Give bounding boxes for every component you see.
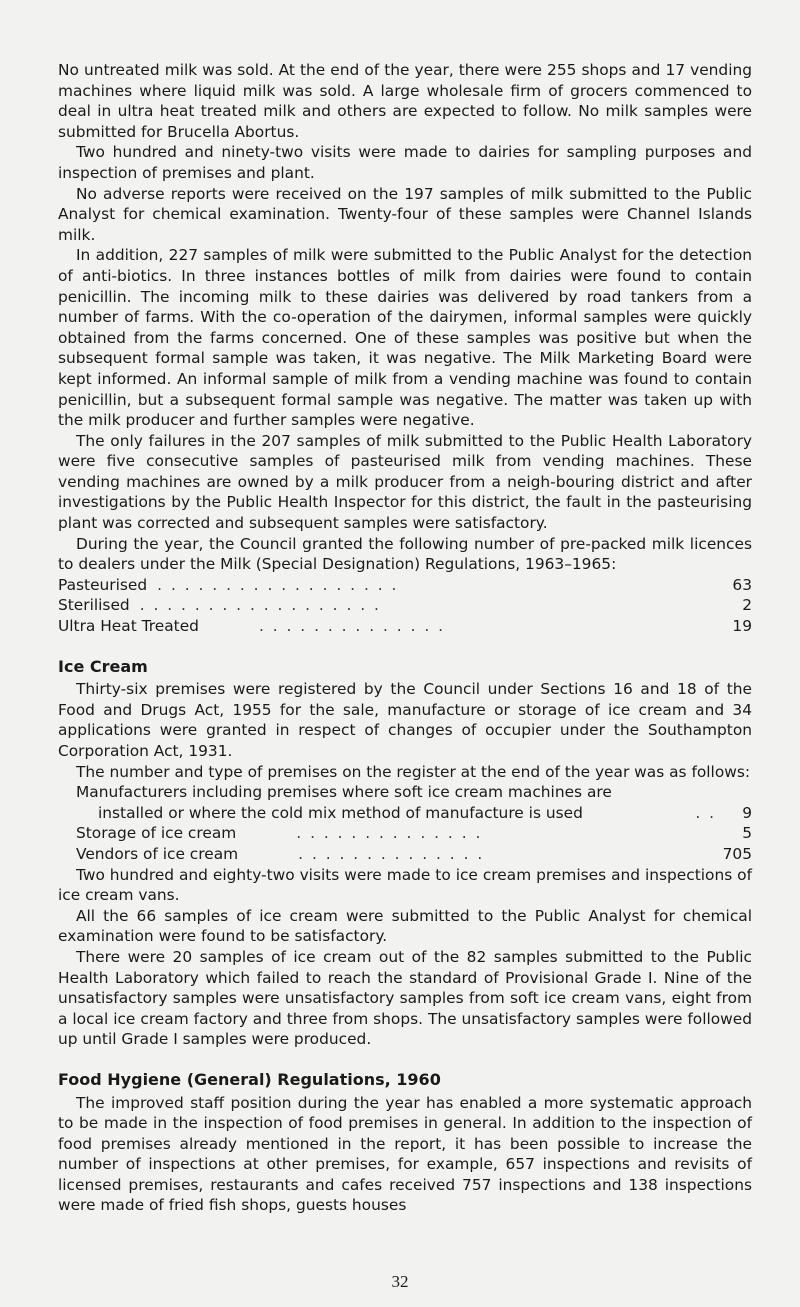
- vendors-row: [58, 844, 752, 865]
- storage-value: 5: [742, 824, 752, 843]
- paragraph-licences-intro: During the year, the Council granted the following number of pre-packed milk licences to dealers under the Milk (Special Designation) Regulations, 1963–1965:: [58, 534, 752, 574]
- manufacturers-line1: Manufacturers including premises where soft ice cream machines are: [76, 783, 612, 802]
- licence-value: 2: [742, 596, 752, 615]
- licence-row-pasteurised: [58, 575, 752, 596]
- paragraph-failures: The only failures in the 207 samples of milk submitted to the Public Health Laboratory were five consecutive samples of pasteurised milk from vending machines. These vending machines are owned by a milk producer from a neigh-bouring district and after investigations by the Public Health Inspector for this district, the fault in the pasteurising plant was corrected and subsequent samples were satisfactory.: [58, 431, 752, 533]
- leader-dots: . . . . . . . . . . . . . . . . . .: [139, 596, 381, 615]
- licences-list: [58, 575, 752, 637]
- manufacturers-label: installed or where the cold mix method of manufacture is used: [98, 803, 583, 822]
- heading-ice-cream: Ice Cream: [58, 656, 148, 676]
- manufacturers-row: [58, 803, 752, 824]
- paragraph-ice-cream-samples: All the 66 samples of ice cream were submitted to the Public Analyst for chemical examination were found to be satisfactory.: [58, 906, 752, 946]
- leader-dots: . . . . . . . . . . . . . .: [298, 844, 485, 863]
- heading-food-hygiene: Food Hygiene (General) Regulations, 1960: [58, 1069, 441, 1089]
- paragraph-ice-cream-register: The number and type of premises on the register at the end of the year was as follows:: [76, 762, 751, 781]
- paragraph-food-hygiene: The improved staff position during the year has enabled a more systematic approach to be made in the inspection of food premises in general. In addition to the inspection of food premises already mentioned in the report, it has been possible to increase the number of inspections at other premises, for example, 657 inspections and revisits of licensed premises, restaurants and cafes received 757 inspections and 138 inspections were made of fried fish shops, guests houses: [58, 1093, 752, 1215]
- paragraph-ice-cream-registered: Thirty-six premises were registered by the Council under Sections 16 and 18 of the Food and Drugs Act, 1955 for the sale, manufacture or storage of ice cream and 34 applications were granted in respect of changes of occupier under the Southampton Corporation Act, 1931.: [58, 680, 752, 760]
- paragraph-untreated-milk: No untreated milk was sold. At the end of the year, there were 255 shops and 17 vending machines where liquid milk was sold. A large wholesale firm of grocers commenced to deal in ultra heat treated milk and others are expected to follow. No milk samples were submitted for Brucella Abortus.: [58, 61, 752, 141]
- leader-dots: . . . . . . . . . . . . . .: [258, 617, 446, 636]
- leader-dots: . . . . . . . . . . . . . . . . . .: [157, 575, 399, 594]
- licence-row-uht: [58, 616, 752, 637]
- vendors-value: 705: [722, 844, 752, 863]
- leader-dots: . .: [695, 803, 716, 822]
- paragraph-ice-cream-failures: There were 20 samples of ice cream out of the 82 samples submitted to the Public Health Laboratory which failed to reach the standard of Provisional Grade I. Nine of the unsatisfactory samples were unsatisfactory samples from soft ice cream vans, eight from a local ice cream factory and three from shops. The unsatisfactory samples were followed up until Grade I samples were produced.: [58, 947, 752, 1049]
- paragraph-public-analyst: No adverse reports were received on the 197 samples of milk submitted to the Public Analyst for chemical examination. Twenty-four of these samples were Channel Islands milk.: [58, 184, 752, 244]
- licence-label: Pasteurised: [58, 575, 148, 594]
- page-number: 32: [391, 1272, 409, 1291]
- storage-label: Storage of ice cream: [76, 824, 237, 843]
- manufacturers-value: 9: [742, 803, 752, 822]
- paragraph-dairy-visits: Two hundred and ninety-two visits were made to dairies for sampling purposes and inspection of premises and plant.: [58, 143, 752, 182]
- vendors-label: Vendors of ice cream: [76, 844, 239, 863]
- licence-label: Ultra Heat Treated: [58, 617, 199, 636]
- paragraph-antibiotics: In addition, 227 samples of milk were submitted to the Public Analyst for the detection of anti-biotics. In three instances bottles of milk from dairies were found to contain penicillin. The incoming milk to these dairies was delivered by road tankers from a number of farms. With the co-operation of the dairymen, informal samples were quickly obtained from the farms concerned. One of these samples was positive but when the subsequent formal sample was taken, it was negative. The Milk Marketing Board were kept informed. An informal sample of milk from a vending machine was found to contain penicillin, but a subsequent formal sample was negative. The matter was taken up with the milk producer and further samples were negative.: [58, 246, 752, 430]
- licence-value: 63: [732, 575, 752, 594]
- paragraph-ice-cream-visits: Two hundred and eighty-two visits were made to ice cream premises and inspections of ice cream vans.: [58, 865, 752, 905]
- storage-row: [58, 823, 752, 844]
- licence-label: Sterilised: [58, 596, 130, 615]
- ice-cream-premises-list: [58, 782, 752, 864]
- licence-value: 19: [732, 617, 752, 636]
- leader-dots: . . . . . . . . . . . . . .: [296, 824, 483, 843]
- licence-row-sterilised: [58, 595, 752, 616]
- document-page: [58, 60, 752, 1216]
